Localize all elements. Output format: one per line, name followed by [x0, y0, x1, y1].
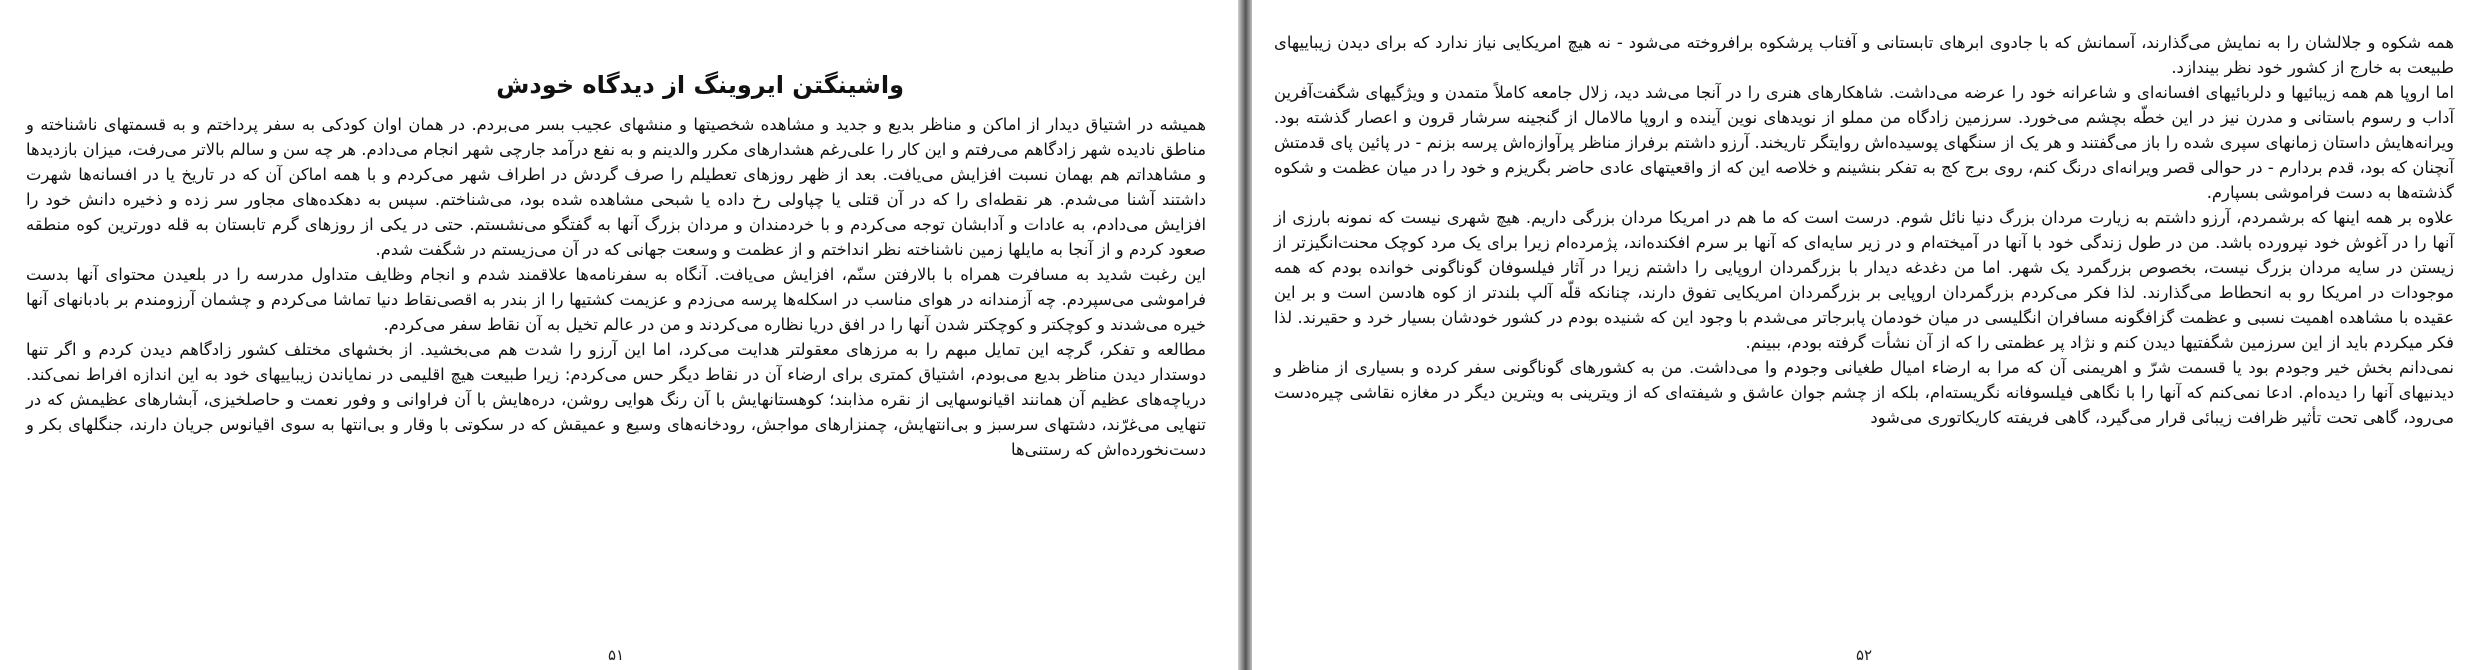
right-page: [1252, 0, 2484, 670]
page-number: ۵۱: [608, 646, 625, 664]
paragraph: علاوه بر همه اینها که برشمردم، آرزو داشتم به زیارت مردان بزرگ دنیا نائل شوم. درست است که ما هم در امریکا مردان بزرگی داریم. هیچ شهری نیست که نمونه بارزی از آنها را در آغوش خود نپرورده باشد. من در طول زندگی خود با آنها در آمیخته‌ام و در زیر سایه‌ای که آنها بر سرم افکنده‌اند، پژمرده‌ام زیرا برای یک مرد کوچک محنت‌انگیزتر از زیستن در سایه مردان بزرگ نیست، بخصوص بزرگمرد یک شهر. اما من دغدغه دیدار با بزرگمردان اروپایی را داشتم زیرا در آثار فیلسوفان گوناگونی خوانده بودم که همه موجودات در امریکا رو به انحطاط می‌گذارند. لذا فکر می‌کردم بزرگمردان اروپایی بر بزرگمردان امریکایی تفوق دارند، چنانکه قلّه آلپ بلندتر از کوه هادسن است و بر این عقیده با مشاهده اهمیت نسبی و عظمت گزافگونه مسافران انگلیسی در میان خودمان پابرجاتر می‌شدم با وجود این که شنیده بودم در کشور خودشان بسیار خرد و حقیرند. لذا فکر میکردم باید از این سرزمین شگفتیها دیدن کنم و نژاد پر عظمتی را که از آن نشأت گرفته بودم، ببینم.: [1274, 208, 2454, 352]
paragraph: همه شکوه و جلالشان را به نمایش می‌گذارند، آسمانش که با جادوی ابرهای تابستانی و آفتاب پرشکوه برافروخته می‌شود - نه هیچ امریکایی نیاز ندارد که برای دیدن زیباییهای طبیعت به خارج از کشور خود نظر بیندازد.: [1274, 33, 2454, 77]
left-page: [0, 0, 1238, 670]
right-page-text: [1274, 30, 2454, 430]
paragraph: اما اروپا هم همه زیبائیها و دلربائیهای افسانه‌ای و شاعرانه خود را عرضه می‌داشت. شاهکارهای هنری را در آنجا می‌شد دید، زلال جامعه کاملاً متمدن و ویژگیهای شگفت‌آفرین آداب و رسوم باستانی و مدرن نیز در این خطّه بچشم می‌خورد. سرزمین زادگاه من مملو از نویدهای نوین آینده و اروپا مالامال از گنجینه سرشار قرون و اعصار گذشته بود. ویرانه‌هایش داستان زمانهای سپری شده را باز می‌گفتند و هر یک از سنگهای پوسیده‌اش روایتگر تاریخند. آرزو داشتم برفراز مناظر پرآوازه‌اش پرسه بزنم - در پائین پای قدمتش آنچنان که بود، قدم بردارم - در حوالی قصر ویرانه‌ای درنگ کنم، روی برج کج به تفکر بنشینم و خلاصه این که از واقعیتهای عادی حاضر بگریزم و خود را در میان عظمت و شکوه گذشته‌ها به دست فراموشی بسپارم.: [1274, 83, 2454, 202]
book-gutter: [1238, 0, 1252, 670]
paragraph: همیشه در اشتیاق دیدار از اماکن و مناظر بدیع و جدید و مشاهده شخصیتها و منشهای عجیب بسر می‌بردم. در همان اوان کودکی به سفر پرداختم و به قسمتهای ناشناخته و مناطق نادیده شهر زادگاهم می‌رفتم و این کار را علی‌رغم هشدارهای مکرر والدینم و به نفع درآمد جارچی شهر انجام می‌دادم. هر چه سن و سالم بالاتر می‌رفت، میزان بازدیدها و مشاهداتم هم بهمان نسبت افزایش می‌یافت. بعد از ظهر روزهای تعطیلم را صرف گردش در اطراف شهر می‌کردم و با همه اماکن آن که در تاریخ یا در افسانه‌ها شهرت داشتند آشنا می‌شدم. هر نقطه‌ای را که در آن قتلی یا چپاولی رخ داده یا شبحی مشاهده شده بود، می‌شناختم. سپس به دهکده‌های مجاور سر زده و ذخیره دانش خود را افزایش می‌دادم، به عادات و آدابشان توجه می‌کردم و با خردمندان و مردان بزرگ آنها به گفتگو می‌نشستم. حتی در یکی از روزهای گرم تابستان به قله دورترین کوه منطقه صعود کردم و از آنجا به مایلها زمین ناشناخته نظر انداختم و از عظمت و وسعت جهانی که در آن می‌زیستم در شگفت شدم.: [26, 115, 1206, 259]
chapter-title: واشینگتن ایروینگ از دیدگاه خودش: [496, 71, 904, 99]
left-page-text: [26, 112, 1206, 462]
page-number: ۵۲: [1856, 646, 1873, 664]
paragraph: مطالعه و تفکر، گرچه این تمایل مبهم را به مرزهای معقولتر هدایت می‌کرد، اما این آرزو را شدت هم می‌بخشید. از بخشهای مختلف کشور زادگاهم دیدن کردم و اگر تنها دوستدار دیدن مناظر بدیع می‌بودم، اشتیاق کمتری برای ارضاء آن در نقاط دیگر حس می‌کردم: زیرا طبیعت هیچ اقلیمی در نمایاندن زیباییهای خود به این اندازه افراط نمی‌کند. دریاچه‌های عظیم آن همانند اقیانوسهایی از نقره مذابند؛ کوهستانهایش با آن رنگ هوایی روشن، دره‌هایش با آن فراوانی و وفور نعمت و حاصلخیزی، آبشارهای عظیمش که در تنهایی می‌غرّند، دشتهای سرسبز و بی‌انتهایش، چمنزارهای مواجش، رودخانه‌های وسیع و عمیقش که در سکوتی با وقار و بی‌انتها به سوی اقیانوس جریان دارند، جنگلهای بکر و دست‌نخورده‌اش که رستنی‌ها: [26, 340, 1206, 459]
paragraph: نمی‌دانم بخش خیر وجودم بود یا قسمت شرّ و اهریمنی آن که مرا به ارضاء امیال طغیانی وجودم وا می‌داشت. من به کشورهای گوناگونی سفر کرده و بسیاری از مناظر و دیدنیهای آنها را دیده‌ام. ادعا نمی‌کنم که آنها را با نگاهی فیلسوفانه نگریسته‌ام، بلکه از چشم جوان عاشق و شیفته‌ای که از ویترینی به ویترین دیگر در مغازه نقاشی چیره‌دست می‌رود، گاهی تحت تأثیر ظرافت زیبائی قرار می‌گیرد، گاهی فریفته کاریکاتوری می‌شود: [1274, 358, 2454, 427]
paragraph: این رغبت شدید به مسافرت همراه با بالارفتن سنّم، افزایش می‌یافت. آنگاه به سفرنامه‌ها علاقمند شدم و انجام وظایف متداول مدرسه را در بلعیدن محتوای آنها بدست فراموشی می‌سپردم. چه آزمندانه در هوای مناسب در اسکله‌ها پرسه می‌زدم و عزیمت کشتیها را از بندر به اقصی‌نقاط دنیا تماشا می‌کردم و چشمان آرزومندم بر بادبانهای آنها خیره می‌شدند و کوچکتر و کوچکتر شدن آنها را در افق دریا نظاره می‌کردند و من در عالم تخیل به آن نقاط سفر می‌کردم.: [26, 265, 1206, 334]
